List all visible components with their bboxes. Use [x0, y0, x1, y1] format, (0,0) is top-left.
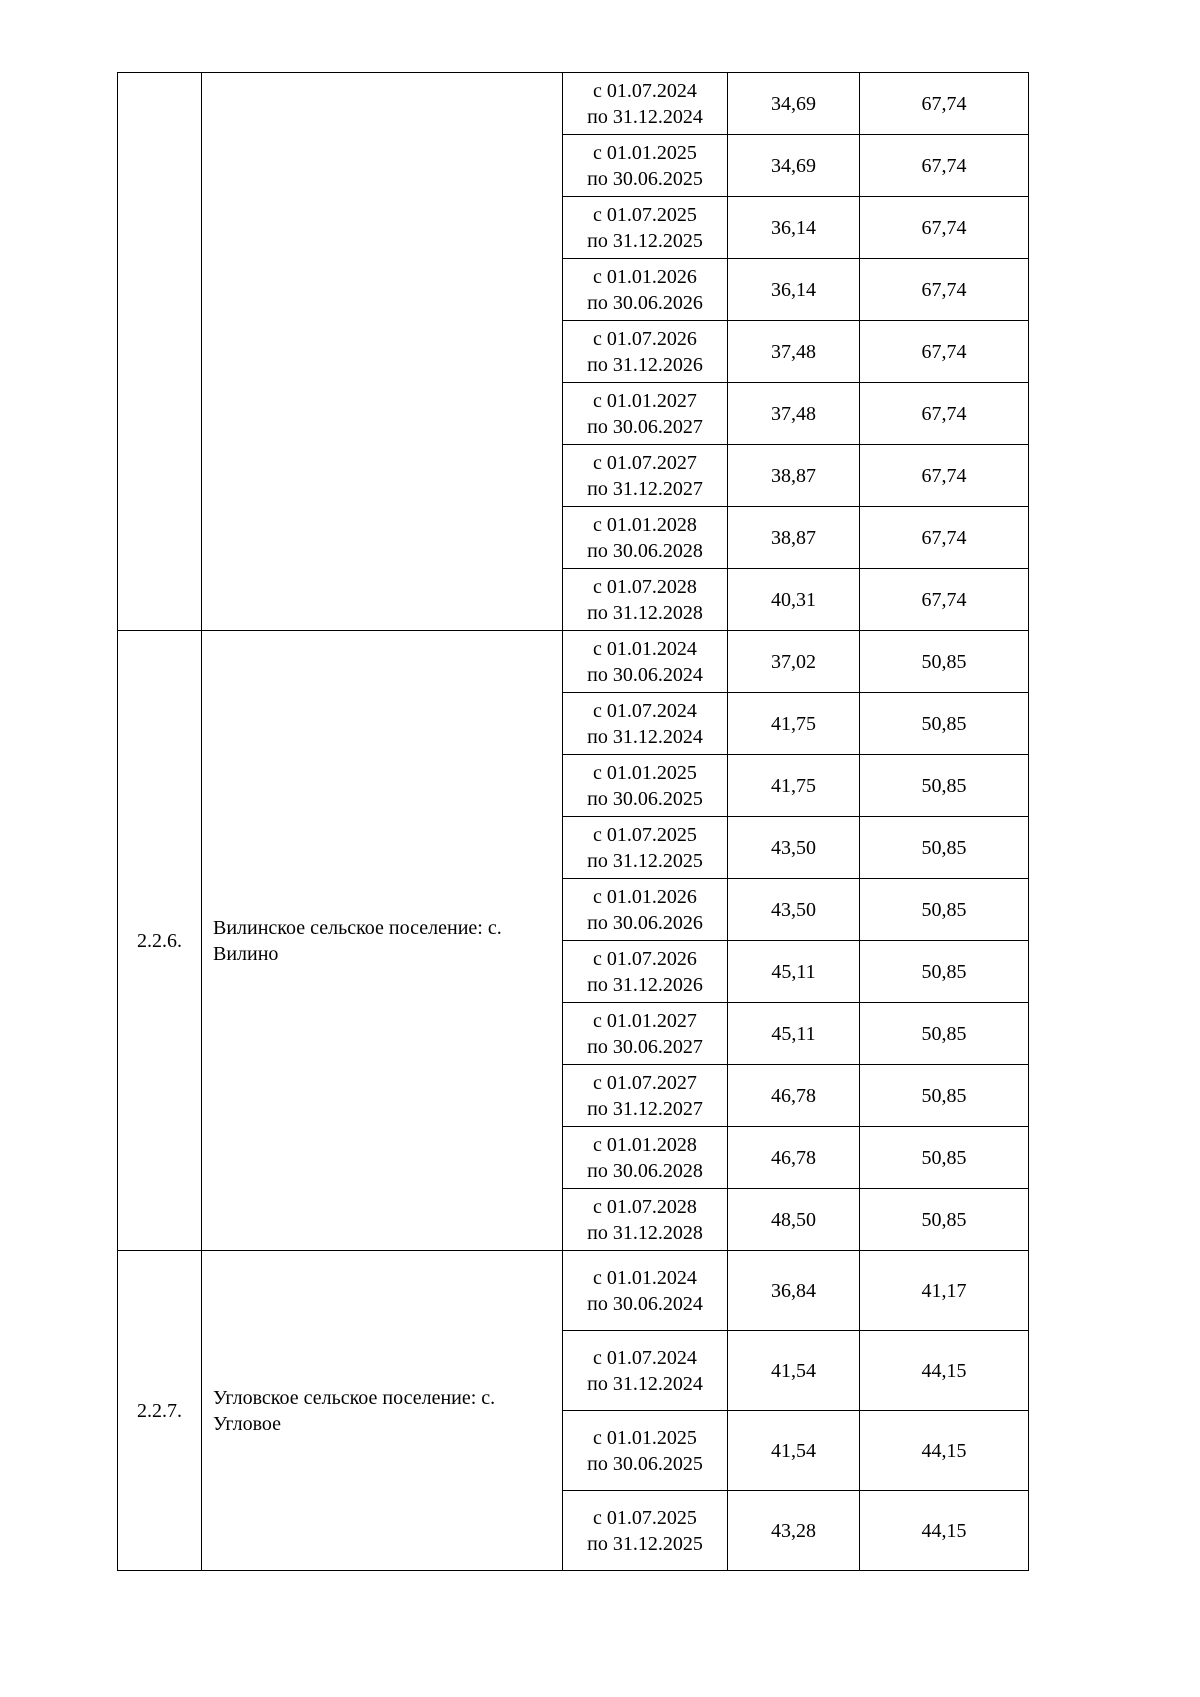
- tariff-value-2: 50,85: [860, 1003, 1029, 1065]
- period-cell: [563, 755, 728, 817]
- period-to: по 31.12.2026: [587, 353, 703, 376]
- tariff-value-1: 45,11: [728, 941, 860, 1003]
- period-to: по 30.06.2026: [587, 291, 703, 314]
- period-cell: [563, 569, 728, 631]
- period-to: по 30.06.2028: [587, 539, 703, 562]
- period-to: по 31.12.2025: [587, 1532, 703, 1555]
- period-from: с 01.01.2024: [593, 637, 697, 660]
- settlement-name-cell: Вилинское сельское поселение: с. Вилино: [202, 631, 563, 1251]
- period-cell: [563, 321, 728, 383]
- period-cell: [563, 1003, 728, 1065]
- period-cell: [563, 1331, 728, 1411]
- period-from: с 01.01.2025: [593, 1426, 697, 1449]
- tariff-value-1: 37,48: [728, 321, 860, 383]
- settlement-name-cell: Угловское сельское поселение: с. Угловое: [202, 1251, 563, 1571]
- tariff-value-2: 67,74: [860, 259, 1029, 321]
- period-cell: [563, 197, 728, 259]
- tariff-value-1: 36,14: [728, 197, 860, 259]
- tariff-value-2: 67,74: [860, 321, 1029, 383]
- period-to: по 31.12.2024: [587, 1372, 703, 1395]
- period-from: с 01.01.2025: [593, 761, 697, 784]
- tariff-table-body: [118, 73, 1029, 1571]
- tariff-value-2: 50,85: [860, 693, 1029, 755]
- tariff-value-1: 34,69: [728, 135, 860, 197]
- tariff-value-1: 43,50: [728, 879, 860, 941]
- period-from: с 01.07.2024: [593, 79, 697, 102]
- tariff-value-1: 41,54: [728, 1411, 860, 1491]
- tariff-table: [117, 72, 1029, 1571]
- tariff-value-2: 44,15: [860, 1411, 1029, 1491]
- period-to: по 30.06.2027: [587, 415, 703, 438]
- period-cell: [563, 941, 728, 1003]
- period-from: с 01.07.2024: [593, 699, 697, 722]
- tariff-value-2: 50,85: [860, 1189, 1029, 1251]
- period-cell: [563, 1189, 728, 1251]
- period-to: по 31.12.2025: [587, 229, 703, 252]
- table-row: [118, 73, 1029, 135]
- tariff-value-2: 50,85: [860, 1065, 1029, 1127]
- tariff-value-1: 43,28: [728, 1491, 860, 1571]
- tariff-value-1: 36,84: [728, 1251, 860, 1331]
- period-from: с 01.07.2028: [593, 1195, 697, 1218]
- tariff-value-1: 38,87: [728, 445, 860, 507]
- tariff-value-2: 67,74: [860, 569, 1029, 631]
- period-from: с 01.07.2027: [593, 451, 697, 474]
- period-to: по 30.06.2028: [587, 1159, 703, 1182]
- period-from: с 01.01.2028: [593, 513, 697, 536]
- period-from: с 01.07.2026: [593, 327, 697, 350]
- tariff-value-2: 50,85: [860, 817, 1029, 879]
- period-to: по 31.12.2028: [587, 601, 703, 624]
- tariff-value-2: 50,85: [860, 879, 1029, 941]
- tariff-value-1: 43,50: [728, 817, 860, 879]
- period-to: по 30.06.2025: [587, 167, 703, 190]
- tariff-value-1: 41,75: [728, 755, 860, 817]
- period-from: с 01.07.2027: [593, 1071, 697, 1094]
- period-from: с 01.07.2025: [593, 823, 697, 846]
- period-from: с 01.01.2024: [593, 1266, 697, 1289]
- period-cell: [563, 135, 728, 197]
- period-to: по 30.06.2024: [587, 1292, 703, 1315]
- period-from: с 01.01.2026: [593, 885, 697, 908]
- period-to: по 31.12.2027: [587, 1097, 703, 1120]
- table-row: [118, 1251, 1029, 1331]
- period-cell: [563, 507, 728, 569]
- period-to: по 30.06.2027: [587, 1035, 703, 1058]
- settlement-name-cell: [202, 73, 563, 631]
- tariff-value-1: 46,78: [728, 1127, 860, 1189]
- period-to: по 30.06.2025: [587, 1452, 703, 1475]
- tariff-value-2: 50,85: [860, 1127, 1029, 1189]
- tariff-value-1: 40,31: [728, 569, 860, 631]
- tariff-value-1: 38,87: [728, 507, 860, 569]
- table-row: [118, 631, 1029, 693]
- tariff-value-1: 48,50: [728, 1189, 860, 1251]
- period-from: с 01.01.2028: [593, 1133, 697, 1156]
- period-to: по 31.12.2024: [587, 105, 703, 128]
- item-number-cell: 2.2.7.: [118, 1251, 202, 1571]
- tariff-value-2: 50,85: [860, 941, 1029, 1003]
- tariff-value-2: 67,74: [860, 197, 1029, 259]
- tariff-value-2: 67,74: [860, 383, 1029, 445]
- period-from: с 01.01.2027: [593, 389, 697, 412]
- period-from: с 01.01.2027: [593, 1009, 697, 1032]
- tariff-value-2: 67,74: [860, 445, 1029, 507]
- period-cell: [563, 631, 728, 693]
- period-from: с 01.07.2025: [593, 203, 697, 226]
- period-cell: [563, 693, 728, 755]
- period-cell: [563, 1491, 728, 1571]
- tariff-value-1: 36,14: [728, 259, 860, 321]
- period-to: по 31.12.2025: [587, 849, 703, 872]
- period-cell: [563, 73, 728, 135]
- tariff-value-2: 50,85: [860, 631, 1029, 693]
- tariff-value-1: 37,02: [728, 631, 860, 693]
- period-from: с 01.07.2028: [593, 575, 697, 598]
- tariff-value-2: 67,74: [860, 135, 1029, 197]
- tariff-value-2: 50,85: [860, 755, 1029, 817]
- period-from: с 01.07.2024: [593, 1346, 697, 1369]
- period-from: с 01.07.2025: [593, 1506, 697, 1529]
- period-from: с 01.01.2026: [593, 265, 697, 288]
- tariff-value-2: 44,15: [860, 1331, 1029, 1411]
- period-to: по 31.12.2024: [587, 725, 703, 748]
- period-to: по 30.06.2025: [587, 787, 703, 810]
- period-from: с 01.07.2026: [593, 947, 697, 970]
- period-to: по 31.12.2027: [587, 477, 703, 500]
- period-to: по 30.06.2026: [587, 911, 703, 934]
- period-cell: [563, 1411, 728, 1491]
- period-cell: [563, 817, 728, 879]
- tariff-value-1: 45,11: [728, 1003, 860, 1065]
- period-to: по 30.06.2024: [587, 663, 703, 686]
- period-to: по 31.12.2026: [587, 973, 703, 996]
- tariff-value-1: 46,78: [728, 1065, 860, 1127]
- period-from: с 01.01.2025: [593, 141, 697, 164]
- period-cell: [563, 259, 728, 321]
- item-number-cell: 2.2.6.: [118, 631, 202, 1251]
- period-cell: [563, 1251, 728, 1331]
- tariff-value-2: 41,17: [860, 1251, 1029, 1331]
- period-cell: [563, 1127, 728, 1189]
- tariff-value-2: 67,74: [860, 507, 1029, 569]
- period-cell: [563, 1065, 728, 1127]
- period-to: по 31.12.2028: [587, 1221, 703, 1244]
- item-number-cell: [118, 73, 202, 631]
- period-cell: [563, 879, 728, 941]
- tariff-value-1: 41,54: [728, 1331, 860, 1411]
- tariff-value-2: 67,74: [860, 73, 1029, 135]
- period-cell: [563, 445, 728, 507]
- period-cell: [563, 383, 728, 445]
- tariff-value-2: 44,15: [860, 1491, 1029, 1571]
- tariff-value-1: 37,48: [728, 383, 860, 445]
- tariff-value-1: 41,75: [728, 693, 860, 755]
- tariff-value-1: 34,69: [728, 73, 860, 135]
